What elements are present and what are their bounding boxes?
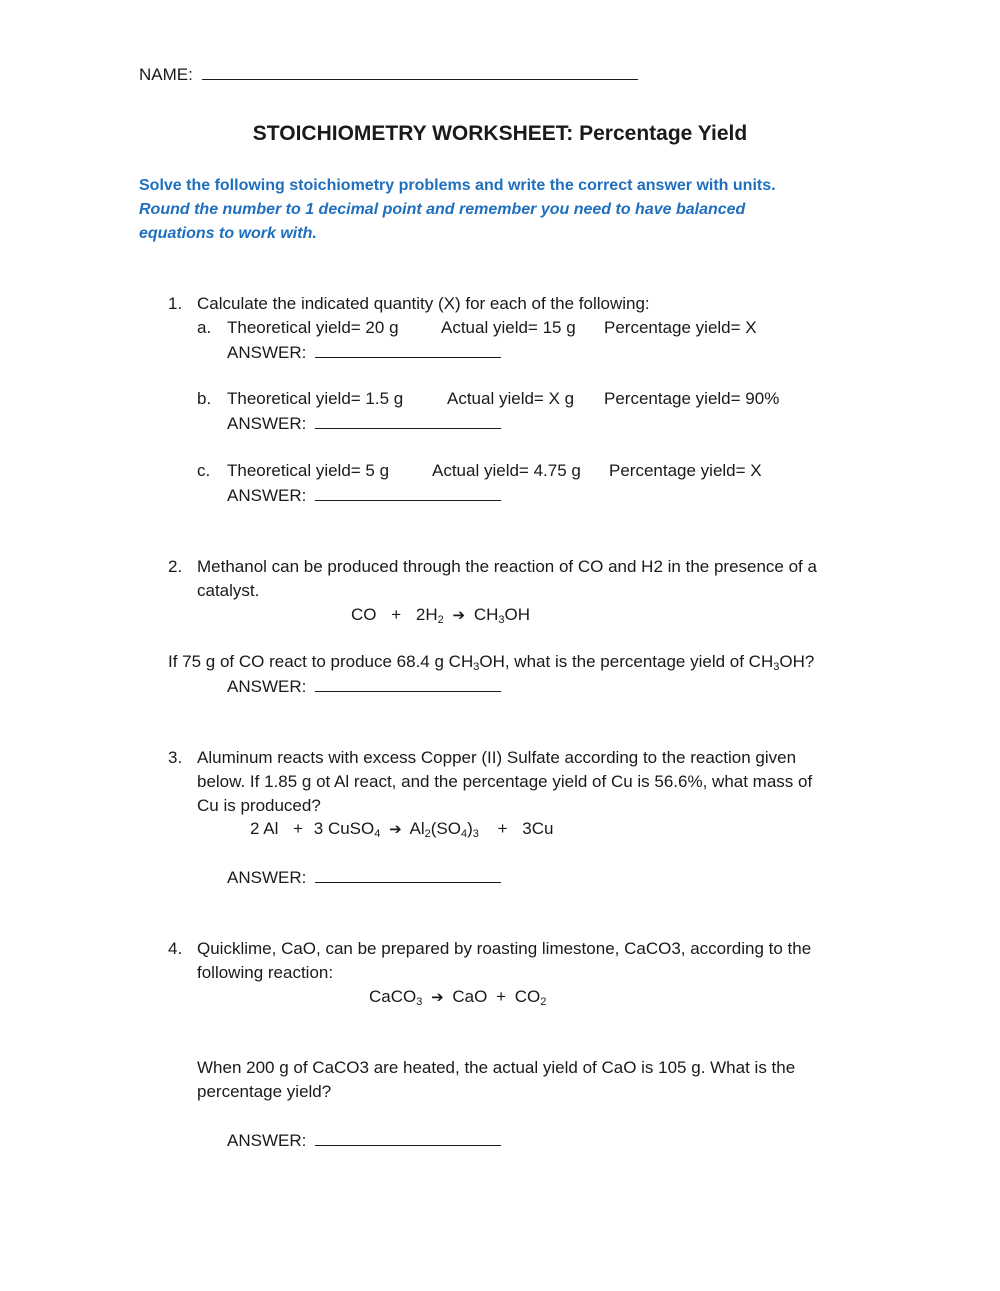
q1c-answer-row bbox=[227, 484, 501, 507]
answer-label: ANSWER: bbox=[227, 868, 307, 887]
q3-answer-line[interactable] bbox=[315, 866, 501, 883]
q1b-letter: b. bbox=[197, 389, 212, 408]
instructions-line-3: equations to work with. bbox=[139, 225, 317, 242]
q3-number: 3. bbox=[168, 748, 183, 767]
q1a-theoretical: Theoretical yield= 20 g bbox=[227, 318, 399, 337]
q4-line-3: When 200 g of CaCO3 are heated, the actual yield of CaO is 105 g. What is the bbox=[197, 1058, 796, 1077]
answer-label: ANSWER: bbox=[227, 1131, 307, 1150]
q4-number: 4. bbox=[168, 939, 183, 958]
right-arrow-icon: ➔ bbox=[431, 989, 444, 1006]
answer-label: ANSWER: bbox=[227, 414, 307, 433]
q1c-letter: c. bbox=[197, 461, 211, 480]
q2-equation: CO + $2H_2$ ➔ $CH_3OH$ bbox=[351, 605, 530, 626]
q2-number: 2. bbox=[168, 557, 183, 576]
instructions-line-1: Solve the following stoichiometry problems and write the correct answer with units. bbox=[139, 177, 776, 194]
q1a-answer-row bbox=[227, 341, 501, 364]
name-label: NAME: bbox=[139, 65, 193, 84]
q1a-answer-line[interactable] bbox=[315, 341, 501, 358]
answer-label: ANSWER: bbox=[227, 677, 307, 696]
q3-answer-row bbox=[227, 866, 501, 889]
q4-line-4: percentage yield? bbox=[197, 1082, 332, 1101]
instructions-line-2: Round the number to 1 decimal point and remember you need to have balanced bbox=[139, 201, 746, 218]
q4-line-2: following reaction: bbox=[197, 963, 334, 982]
name-row bbox=[139, 63, 638, 86]
q1c-answer-line[interactable] bbox=[315, 484, 501, 501]
q2-answer-row bbox=[227, 675, 501, 698]
q1c-theoretical: Theoretical yield= 5 g bbox=[227, 461, 390, 480]
q1b-actual: Actual yield= X g bbox=[447, 389, 575, 408]
right-arrow-icon: ➔ bbox=[452, 607, 466, 624]
q1b-answer-line[interactable] bbox=[315, 412, 501, 429]
q1b-answer-row bbox=[227, 412, 501, 435]
q1c-percentage: Percentage yield= X bbox=[609, 461, 762, 480]
answer-label: ANSWER: bbox=[227, 486, 307, 505]
q1-number: 1. bbox=[168, 294, 183, 313]
q3-line-2: below. If 1.85 g ot Al react, and the percentage yield of Cu is 56.6%, what mass of bbox=[197, 772, 813, 791]
q2-line-1: Methanol can be produced through the reaction of CO and H2 in the presence of a bbox=[197, 557, 817, 576]
q4-equation: CaCO$_3$ ➔ CaO + $CO_2$ bbox=[369, 987, 547, 1008]
q2-question: If 75 g of CO react to produce 68.4 g $CH_3OH$, what is the percentage yield of $CH_3OH$? bbox=[168, 652, 815, 673]
q4-line-1: Quicklime, CaO, can be prepared by roasting limestone, CaCO3, according to the bbox=[197, 939, 812, 958]
name-input-line[interactable] bbox=[202, 63, 638, 80]
answer-label: ANSWER: bbox=[227, 343, 307, 362]
q2-answer-line[interactable] bbox=[315, 675, 501, 692]
right-arrow-icon: ➔ bbox=[389, 821, 402, 838]
q3-line-1: Aluminum reacts with excess Copper (II) Sulfate according to the reaction given bbox=[197, 748, 797, 767]
q4-answer-line[interactable] bbox=[315, 1129, 501, 1146]
page-title: STOICHIOMETRY WORKSHEET: Percentage Yield bbox=[252, 122, 748, 145]
q1a-letter: a. bbox=[197, 318, 212, 337]
q2-line-2: catalyst. bbox=[197, 581, 260, 600]
q3-equation: 2 Al + 3 CuSO$_4$ ➔ $Al_2(SO_4)_3 + 3Cu$ bbox=[250, 819, 554, 840]
q1b-percentage: Percentage yield= 90% bbox=[604, 389, 780, 408]
q1a-actual: Actual yield= 15 g bbox=[441, 318, 576, 337]
q1c-actual: Actual yield= 4.75 g bbox=[432, 461, 581, 480]
q4-answer-row bbox=[227, 1129, 501, 1152]
q1-text: Calculate the indicated quantity (X) for each of the following: bbox=[197, 294, 650, 313]
q3-line-3: Cu is produced? bbox=[197, 796, 321, 815]
q1a-percentage: Percentage yield= X bbox=[604, 318, 757, 337]
q1b-theoretical: Theoretical yield= 1.5 g bbox=[227, 389, 404, 408]
